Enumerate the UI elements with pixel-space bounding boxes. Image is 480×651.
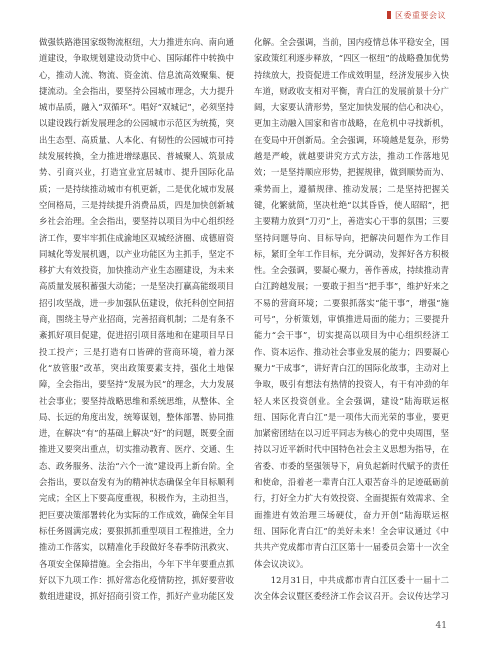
right-paragraph-1: 化解。全会强调，当前，国内疫情总体平稳安全，国家政策红利逐步释放，“四区一枢纽”的战略叠加优势持续放大，投资促进工作成效明显，经济发展步入快车道，财政收支相对平衡，青白江的发展前景十分广阔，大家要认清形势，坚定加快发展的信心和决心，更加主动融入国家和省市战略，在危机中寻找新机，在变局中开创新局。全会强调，环境越是复杂，形势越是严峻，就越要讲究方式方法，推动工作落地见效；一是坚持顺应形势，把握规律，做到顺势而为、乘势而上，遵循规律、推动发展；二是坚持把握关键，化繁就简，坚决杜绝“以其昏昏，使人昭昭”，把主要精力放到“刀刃”上，善造实心干事的氛围；三要坚持问题导向、目标导向，把解决问题作为工作目标，紧盯全年工作目标，充分调动，发挥好各方积极性。全会强调，要凝心聚力，善作善成，持续推动青白江跨越发展；一要敢于担当“把手事”，维护好来之不易的营商环境；二要狠抓落实“能干事”，增强“施可号”，分析策划，审慎推进局面的能力；三要提升能力“会干事”，切实提高以项目为中心组织经济工作、资本运作、推动社会事业发展的能力；四要凝心聚力“干成事”，讲好青白江的国际化故事，主动对上争取，吸引有想法有热情的投资人，有干有冲劲的年轻人来区投资创业。全会强调，建设“陆海联运枢纽、国际化青白江”是一项伟大而光荣的事业，要更加紧密团结在以习近平同志为核心的党中央周围，坚持以习近平新时代中国特色社会主义思想为指导，在省委、市委的坚强领导下，肩负起新时代赋予的责任和使命，沿着老一辈青白江人艰苦奋斗的足迹砥砺前行，打好全力扩大有效投资、全面提振有效需求、全面推进有效治理三场硬仗，奋力开创“陆海联运枢纽、国际化青白江”的美好未来！全会审议通过《中共共产党成都市青白江区第十一届委员会第十一次全体会议决议》。 — [254, 37, 449, 569]
left-paragraph-1: 做强铁路港国家级物流枢纽，大力推进东向、南向通道建设，争取规划建设动货中心、国际邮件中转换中心，推动人流、物流、资金流、信息流高效聚集、便捷流动。全会指出，要坚持公园城市理念，大力提升城市品质，融入“双循环”。唱好“双城记”，必须坚持以建设践行新发展理念的公园城市示范区为统揽，突出生态型、高质量、人本化、有韧性的公园城市可持续发展转换，全力推进增绿惠民、普城聚人、筑景成势、引商兴业，打造宜业宜居城市、提升国际化品质；一是持续推动城市有机更新，二是优化城市发展空间格局，三是持续提升消费品质，四是加快创新城乡社会治理。全会指出，要坚持以项目为中心组织经济工作，要牢牢抓住成渝地区双城经济圈、成德眉资同城化等发展机遇，以产业功能区为主抓手，坚定不移扩大有效投资，加快推动产业生态圈建设，为未来高质量发展积蓄强大动能；一是坚决打赢高能级项目招引攻坚战，进一步加强队伍建设，依托科创空间招商，围绕主导产业招商，完善招商机制；二是有条不紊抓好项目促建，促进招引项目落地和在建项目早日投工投产；三是打造有口皆碑的营商环境，着力深化“放管服”改革，突出政策要素支持，强化土地保障，全会指出，要坚持“发展为民”的理念，大力发展社会事业；要坚持战略思维和系统思维，从整体、全局、长远的角度出发，统筹谋划，整体部署、协同推进，在解决“有”的基础上解决“好”的问题，既要全面推进又要突出重点，切实推动教育、医疗、交通、生态、政务服务、法治“六个一流”建设再上新台阶。全会指出，要以奋发有为的精神状态确保全年目标顺利完成；全区上下要高度重视，积极作为，主动担当，把巨要决策部署转化为实际的工作成效，确保全年目标任务圆满完成；要狠抓抓重型项目工程推进，全力推动工作落实，以精准化手段做好冬春季防汛救灾、各项安全保障措施。全会指出，今年下半年要重点抓好以下九项工作：抓好常态化疫情防控，抓好要营收数组进建设，抓好招商引资工作，抓好产业功能区发 — [39, 37, 234, 602]
section-label: 区委重要会议 — [395, 11, 446, 20]
header-accent-bar — [387, 11, 391, 19]
page-number: 41 — [435, 621, 447, 631]
right-column — [254, 34, 449, 606]
right-paragraph-2: 12月31日，中共成都市青白江区委十一届十二次全体会议暨区委经济工作会议召开。会议传达学习 — [254, 574, 449, 602]
section-header-tag — [387, 10, 446, 21]
article-body — [39, 34, 449, 606]
left-column — [39, 34, 234, 606]
